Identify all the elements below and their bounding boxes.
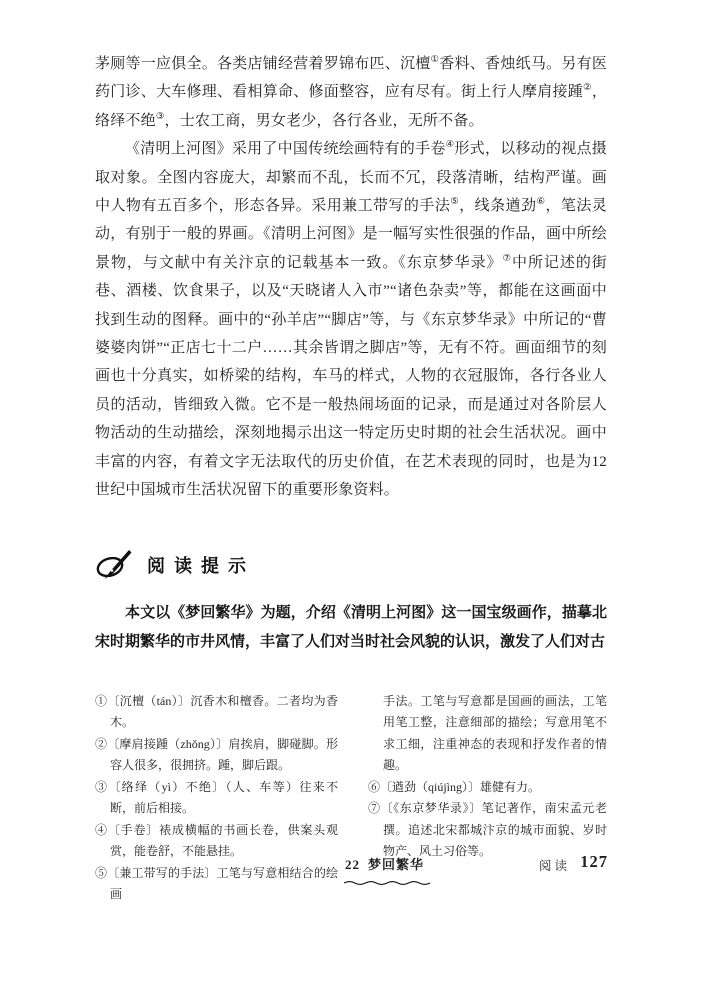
page-number: 127 bbox=[580, 852, 608, 871]
reading-tips-paragraph: 本文以《梦回繁华》为题，介绍《清明上河图》这一国宝级画作，描摹北宋时期繁华的市井风情，丰富了人们对当时社会风貌的认识，激发了人们对古 bbox=[95, 604, 607, 650]
lesson-number: 22 bbox=[345, 857, 360, 872]
body-paragraph-main: 《清明上河图》采用了中国传统绘画特有的手卷④形式，以移动的视点摄取对象。全图内容庞大，却繁而不乱，长而不冗，段落清晰，结构严谨。画中人物有五百多个，形态各异。采用兼工带写的手法⑤，线条遒劲⑥，笔法灵动，有别于一般的界画。《清明上河图》是一幅写实性很强的作品，画中所绘景物，与文献中有关汴京的记载基本一致。《东京梦华录》⑦中所记述的街巷、酒楼、饮食果子，以及“天晓诸人入市”“诸色杂卖”等，都能在这画面中找到生动的图释。画中的“孙羊店”“脚店”等，与《东京梦华录》中所记的“曹婆婆肉饼”“正店七十二户……其余皆谓之脚店”等，无有不符。画面细节的刻画也十分真实，如桥梁的结构，车马的样式，人物的衣冠服饰，各行各业人员的活动，皆细致入微。它不是一般热闹场面的记录，而是通过对各阶层人物活动的生动描绘，深刻地揭示出这一特定历史时期的社会生活状况。画中丰富的内容，有着文字无法取代的历史价值，在艺术表现的同时，也是为12世纪中国城市生活状况留下的重要形象资料。 bbox=[95, 140, 608, 499]
page-content bbox=[95, 50, 607, 906]
footnote-6: ⑥〔遒劲（qiújìng）〕雄健有力。 bbox=[368, 779, 541, 794]
footnote-7: ⑦〔《东京梦华录》〕笔记著作，南宋孟元老撰。追述北宋都城汴京的城市面貌、岁时物产、风土习俗等。 bbox=[368, 801, 607, 858]
wavy-underline bbox=[344, 873, 430, 891]
footnote-4: ④〔手卷〕裱成横幅的书画长卷，供案头观赏，能卷舒，不能悬挂。 bbox=[95, 822, 338, 858]
page-footer bbox=[0, 852, 701, 882]
lesson-label bbox=[345, 854, 424, 873]
section-label: 阅读 bbox=[538, 859, 570, 873]
reading-tips-heading bbox=[95, 547, 607, 583]
footnote-5-continuation: 手法。工笔与写意都是国画的画法，工笔用笔工整，注意细部的描绘；写意用笔不求工细，注重神态的表现和抒发作者的情趣。 bbox=[383, 693, 607, 772]
footnote-5: ⑤〔兼工带写的手法〕工笔与写意相结合的绘画 bbox=[95, 865, 338, 901]
footnote-3: ③〔络绎（yì）不绝〕（人、车等）往来不断，前后相接。 bbox=[95, 779, 338, 815]
fountain-pen-icon bbox=[95, 548, 133, 582]
lesson-title: 梦回繁华 bbox=[368, 857, 425, 872]
footnote-2: ②〔摩肩接踵（zhǒng）〕肩挨肩，脚碰脚。形容人很多，很拥挤。踵，脚后跟。 bbox=[95, 736, 338, 772]
footnote-1: ①〔沉檀（tán）〕沉香木和檀香。二者均为香木。 bbox=[95, 693, 338, 729]
body-paragraph-continuation: 茅厕等一应俱全。各类店铺经营着罗锦布匹、沉檀①香料、香烛纸马。另有医药门诊、大车修理、看相算命、修面整容，应有尽有。街上行人摩肩接踵②，络绎不绝③，士农工商，男女老少，各行各业，无所不备。 bbox=[95, 55, 608, 129]
reading-tips-title: 阅读提示 bbox=[147, 555, 255, 576]
